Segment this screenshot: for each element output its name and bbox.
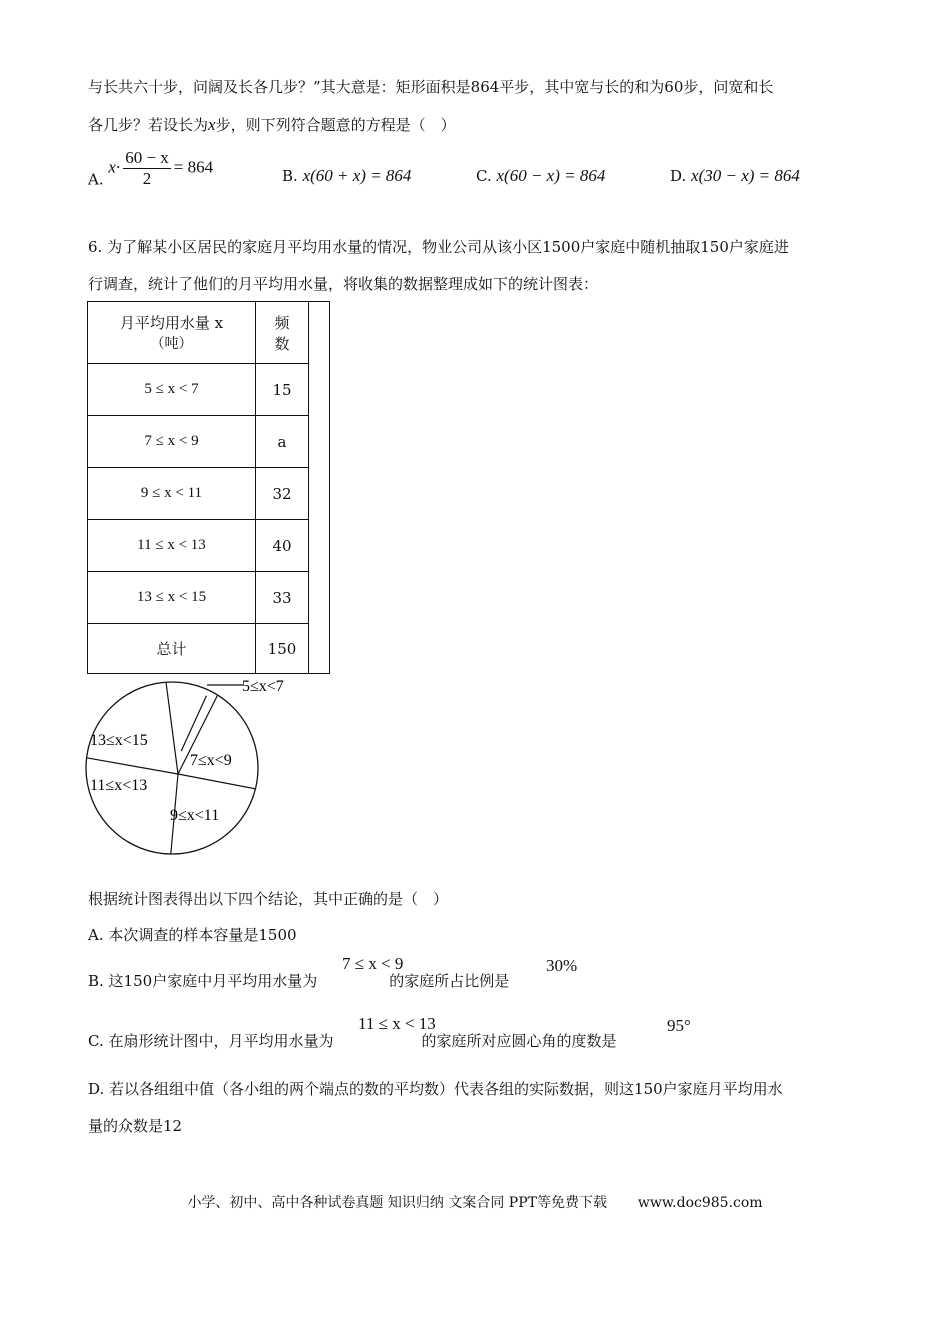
option-c[interactable] xyxy=(476,166,605,186)
answer-c-post: 的家庭所对应圆心角的度数是 xyxy=(421,1032,617,1050)
option-d-equation: x(30 − x) = 864 xyxy=(691,166,800,185)
footer-url[interactable]: www.doc985.com xyxy=(637,1195,763,1211)
option-b-label: B. xyxy=(282,167,298,185)
option-a-denominator: 2 xyxy=(142,169,152,188)
table-cell-freq: 32 xyxy=(256,468,309,520)
option-b-equation: x(60 + x) = 864 xyxy=(302,166,412,185)
table-header-range-line1: 月平均用水量 x xyxy=(119,314,224,332)
option-a[interactable] xyxy=(88,148,213,189)
table-total-row xyxy=(88,624,330,674)
table-cell-freq: a xyxy=(256,416,309,468)
answer-a[interactable]: A. 本次调查的样本容量是1500 xyxy=(88,926,297,944)
intro-line-1: 与长共六十步，问阔及长各几步？”其大意是：矩形面积是864平步，其中宽与长的和为60步，问宽和长 xyxy=(88,78,774,96)
answer-b-value: 30% xyxy=(546,956,578,975)
option-a-numerator: 60 − x xyxy=(125,148,169,167)
pie-boundary-5-7 xyxy=(166,682,178,774)
pie-label-5-7: 5≤x<7 xyxy=(242,678,284,695)
option-b[interactable] xyxy=(282,166,411,186)
answer-b-range: 7 ≤ x < 9 xyxy=(342,954,404,973)
table-header-range xyxy=(88,302,256,364)
table-cell-range: 5 ≤ x < 7 xyxy=(88,364,256,416)
q6-line-2: 行调查，统计了他们的月平均用水量，将收集的数据整理成如下的统计图表： xyxy=(88,275,599,293)
table-cell-range: 7 ≤ x < 9 xyxy=(88,416,256,468)
frequency-table xyxy=(87,301,330,674)
table-header-row xyxy=(88,302,330,364)
intro-line-2-post: 步，则下列符合题意的方程是（ ） xyxy=(215,116,456,134)
option-a-label: A. xyxy=(88,170,104,189)
option-c-label: C. xyxy=(476,167,492,185)
answer-c-value: 95° xyxy=(667,1016,691,1035)
table-row xyxy=(88,520,330,572)
pie-label-7-9: 7≤x<9 xyxy=(190,752,232,769)
question-stem: 根据统计图表得出以下四个结论，其中正确的是（ ） xyxy=(88,890,449,908)
table-row xyxy=(88,364,330,416)
table-total-value: 150 xyxy=(256,624,309,674)
table-row xyxy=(88,468,330,520)
table-cell-freq: 33 xyxy=(256,572,309,624)
pie-outline xyxy=(86,682,258,854)
answer-b[interactable] xyxy=(88,970,509,991)
table-cell-range: 11 ≤ x < 13 xyxy=(88,520,256,572)
pie-label-11-13: 11≤x<13 xyxy=(90,777,148,794)
intro-variable-x: x xyxy=(208,115,216,134)
table-cell-freq: 15 xyxy=(256,364,309,416)
option-a-fraction xyxy=(123,148,171,189)
pie-boundary-13-15 xyxy=(87,758,178,774)
table-header-freq-line2: 数 xyxy=(274,334,290,353)
table-header-freq-line1: 频 xyxy=(274,313,290,332)
answer-c-range: 11 ≤ x < 13 xyxy=(358,1014,436,1033)
table-row xyxy=(88,416,330,468)
answer-b-pre: B. 这150户家庭中月平均用水量为 xyxy=(88,972,318,990)
table-cell-freq: 40 xyxy=(256,520,309,572)
table-extra-column xyxy=(309,302,330,674)
table-header-range-line2: （吨） xyxy=(150,336,193,352)
option-d-label: D. xyxy=(670,167,687,185)
pie-label-9-11: 9≤x<11 xyxy=(170,807,220,824)
option-a-rhs: = 864 xyxy=(173,157,214,177)
answer-b-post: 的家庭所占比例是 xyxy=(389,972,510,990)
page-footer xyxy=(0,1192,950,1212)
footer-text: 小学、初中、高中各种试卷真题 知识归纳 文案合同 PPT等免费下载 xyxy=(187,1195,607,1211)
pie-label-13-15: 13≤x<15 xyxy=(90,732,148,749)
table-cell-range: 13 ≤ x < 15 xyxy=(88,572,256,624)
q6-line-1: 6. 为了解某小区居民的家庭月平均用水量的情况，物业公司从该小区1500户家庭中随机抽取150户家庭进 xyxy=(88,238,789,256)
option-c-equation: x(60 − x) = 864 xyxy=(496,166,606,185)
answer-c[interactable] xyxy=(88,1030,617,1051)
answer-c-pre: C. 在扇形统计图中，月平均用水量为 xyxy=(88,1032,334,1050)
intro-line-2-pre: 各几步？若设长为 xyxy=(88,116,209,134)
answer-d-line-1[interactable]: D. 若以各组组中值（各小组的两个端点的数的平均数）代表各组的实际数据，则这150户家庭月平均用水 xyxy=(88,1080,783,1098)
table-total-label: 总计 xyxy=(88,624,256,674)
table-header-freq xyxy=(256,302,309,364)
table-row xyxy=(88,572,330,624)
pie-chart xyxy=(84,672,324,862)
intro-line-2 xyxy=(88,114,456,135)
option-a-x: x· xyxy=(108,157,121,177)
pie-boundary-9-11 xyxy=(178,774,255,789)
table-cell-range: 9 ≤ x < 11 xyxy=(88,468,256,520)
answer-d-line-2: 量的众数是12 xyxy=(88,1117,183,1135)
option-d[interactable] xyxy=(670,166,800,186)
